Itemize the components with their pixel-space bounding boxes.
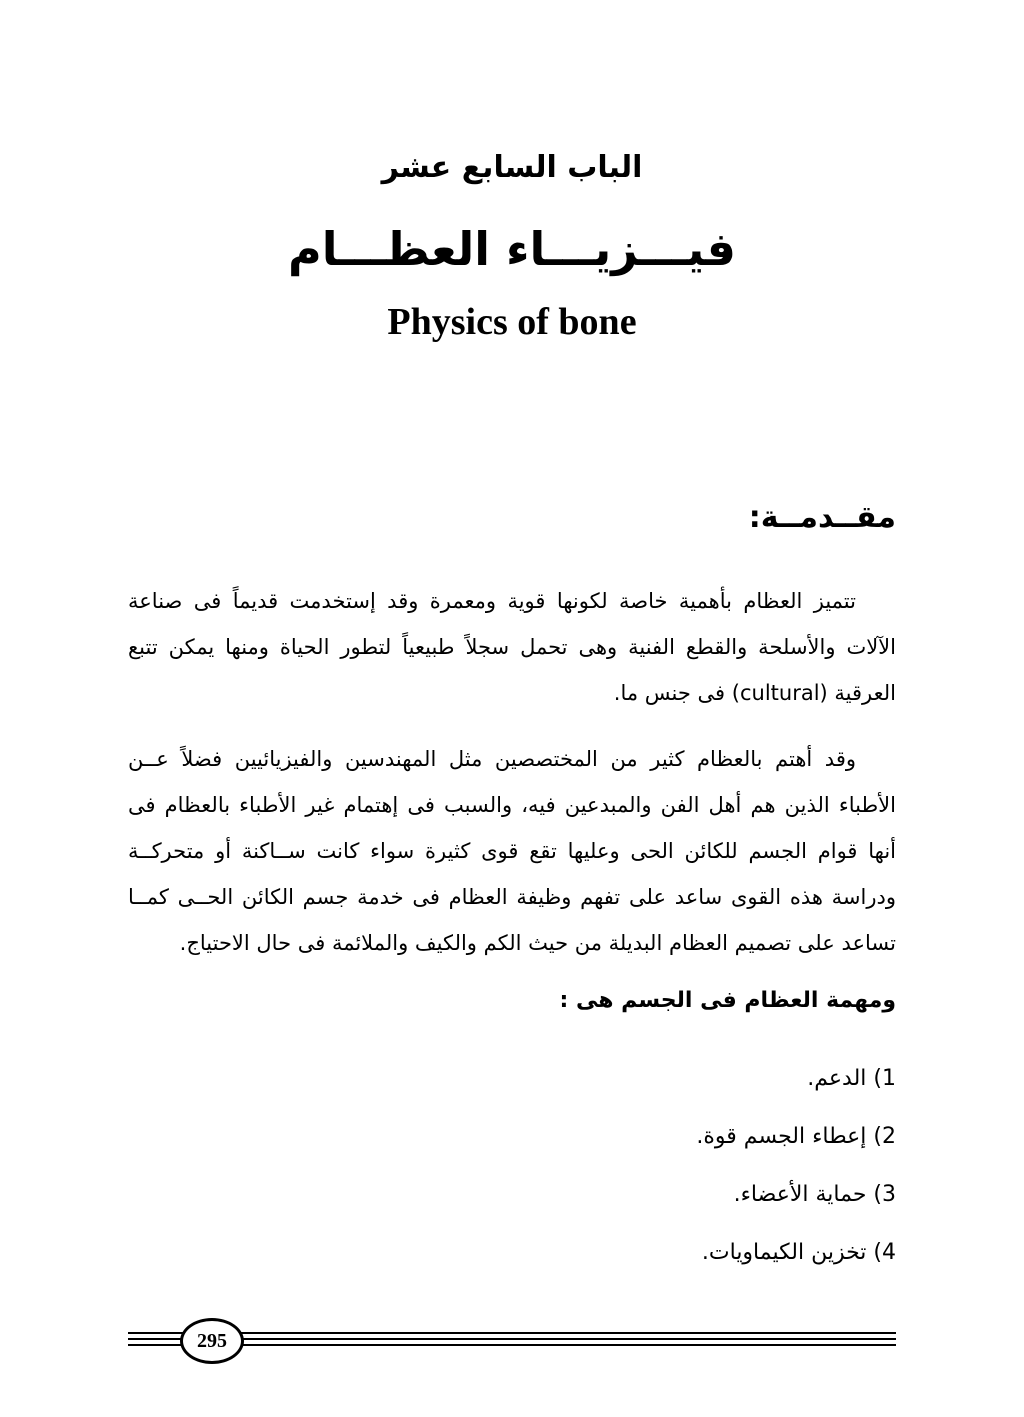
chapter-title-arabic: فيـــزيـــاء العظـــام — [288, 222, 736, 276]
chapter-title-english: Physics of bone — [387, 301, 637, 343]
page-footer — [128, 1318, 896, 1362]
section-heading: مقــدمــة: — [748, 500, 896, 535]
function-list — [696, 1050, 896, 1282]
paragraph-2: وقد أهتم بالعظام كثير من المختصصين مثل المهندسين والفيزيائيين فضلاً عــن الأطباء الذين هم أهل الفن والمبدعين فيه، والسبب فى إهتمام غير الأطباء بالعظام فى أنها قوام الجسم للكائن الحى وعليها تقع قوى كثيرة سواء كانت ســاكنة أو متحركــة ودراسة هذه القوى ساعد على تفهم وظيفة العظام فى خدمة جسم الكائن الحــى كمــا تساعد على تصميم العظام البديلة من حيث الكم والكيف والملائمة فى حال الاحتياج. — [128, 747, 896, 955]
list-heading: ومهمة العظام فى الجسم هى : — [559, 988, 896, 1013]
list-item: 4) تخزين الكيماويات. — [701, 1240, 896, 1265]
footer-rule — [128, 1332, 896, 1334]
paragraph-1: تتميز العظام بأهمية خاصة لكونها قوية ومعمرة وقد إستخدمت قديماً فى صناعة الآلات والأسلحة والقطع الفنية وهى تحمل سجلاً طبيعياً لتطور الحياة ومنها يمكن تتبع العرقية (cultural) فى جنس ما. — [128, 589, 896, 705]
list-item: 1) الدعم. — [807, 1066, 896, 1091]
list-item: 3) حماية الأعضاء. — [733, 1182, 896, 1207]
page-number: 295 — [180, 1318, 244, 1364]
chapter-title: الباب السابع عشر — [381, 150, 643, 185]
list-item: 2) إعطاء الجسم قوة. — [696, 1124, 896, 1149]
